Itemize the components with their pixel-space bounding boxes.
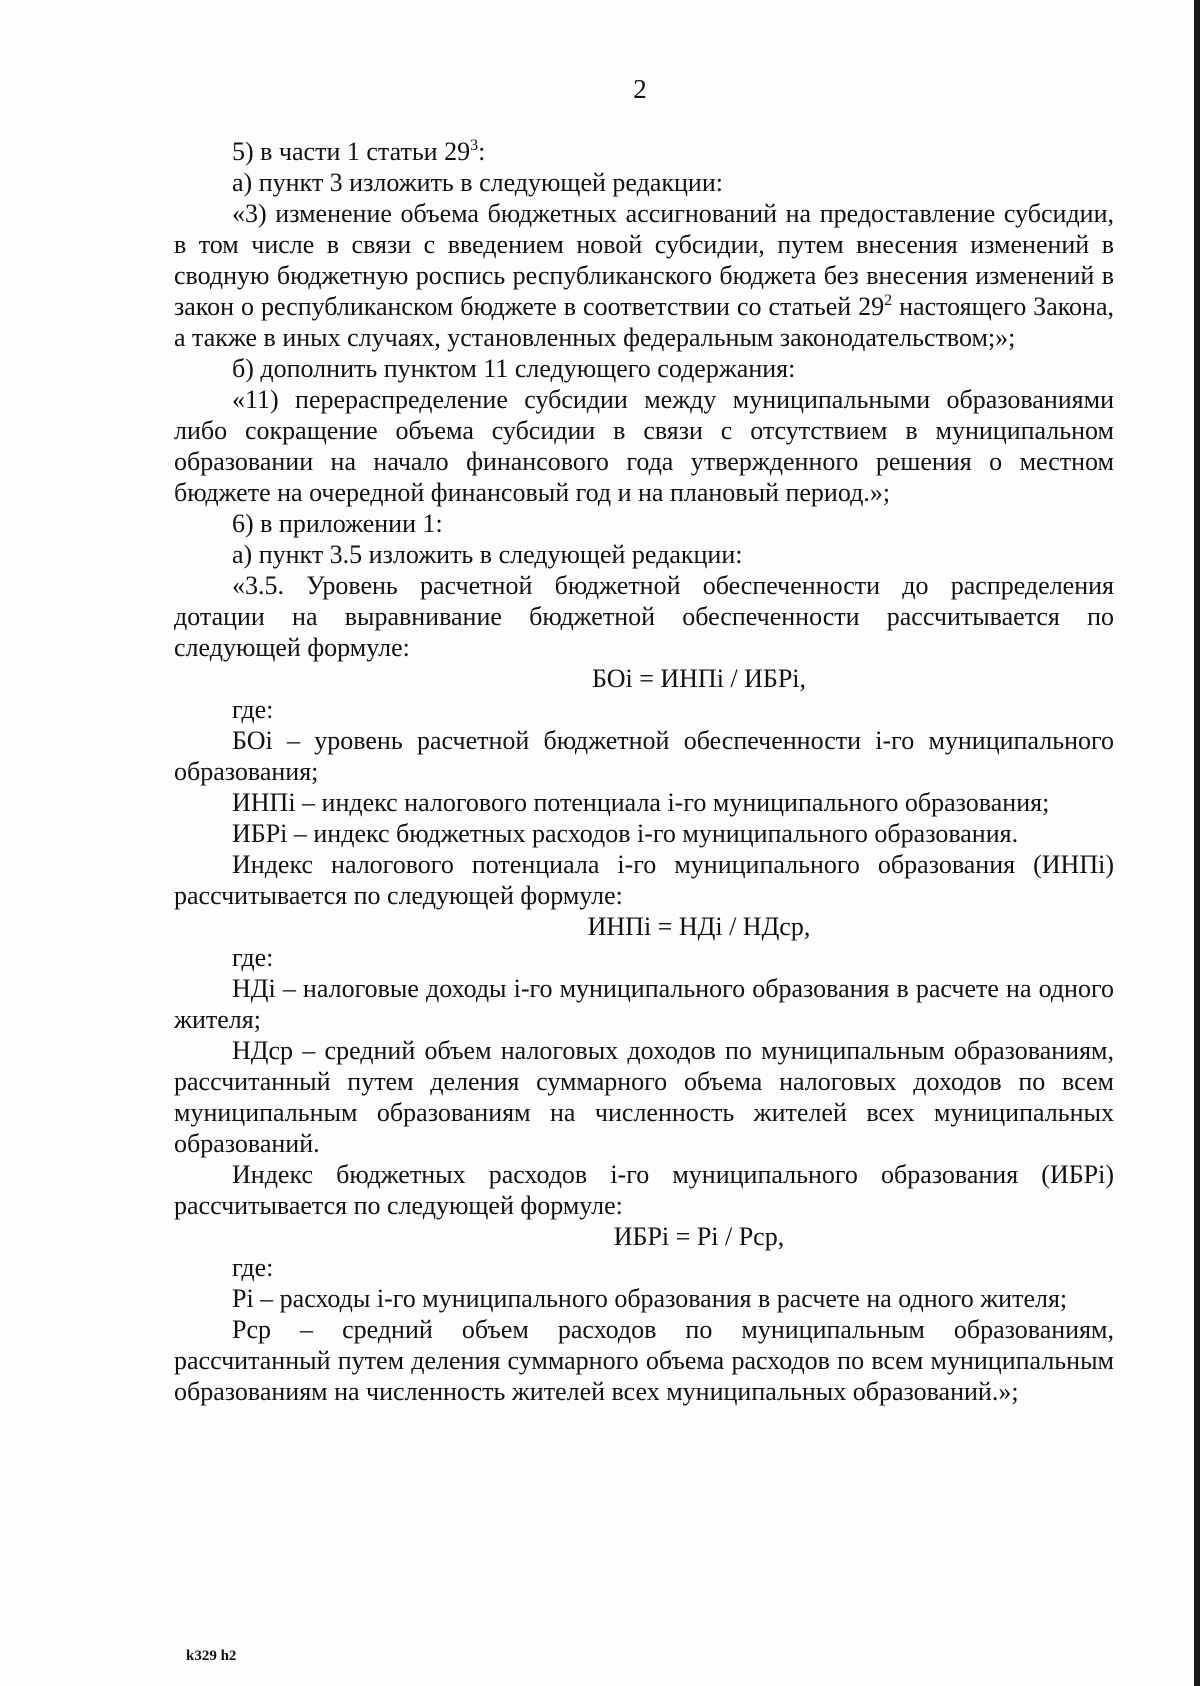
paragraph-3-5-text: «3.5. Уровень расчетной бюджетной обеспеченности до распределения дотации на выравнивание бюджетной обеспеченности рассчитывается по следующей формуле: bbox=[174, 571, 1114, 662]
page-number: 2 bbox=[633, 74, 647, 104]
paragraph-ibri-intro: Индекс бюджетных расходов i-го муниципального образования (ИБРi) рассчитывается по следующей формуле: bbox=[174, 1160, 1114, 1220]
paragraph-point-3: «3) изменение объема бюджетных ассигнований на предоставление субсидии, в том числе в связи с введением новой субсидии, путем внесения изменений в сводную бюджетную роспись республиканского бюджета без внесения изменений в закон о республиканском бюджете в соответствии со статьей $29^2$ настоящего Закона, а также в иных случаях, установленных федеральным законодательством;»; bbox=[174, 199, 1114, 352]
formula-ibri: ИБРi = Рi / Рср, bbox=[613, 1222, 785, 1251]
definition-inpi: ИНПi – индекс налогового потенциала i-го муниципального образования; bbox=[232, 788, 1050, 817]
paragraph-subitem-a-3-5: а) пункт 3.5 изложить в следующей редакции: bbox=[232, 540, 743, 569]
paragraph-point-11: «11) перераспределение субсидии между муниципальными образованиями либо сокращение объема субсидии в связи с отсутствием в муниципальном образовании на начало финансового года утвержденного решения о местном бюджете на очередной финансовый год и на плановый период.»; bbox=[174, 385, 1114, 507]
definition-ibri: ИБРi – индекс бюджетных расходов i-го муниципального образования. bbox=[232, 819, 1019, 848]
where-label: где: bbox=[232, 695, 274, 724]
footer-code: k329 h2 bbox=[186, 1648, 237, 1664]
superscript: 3 bbox=[470, 137, 479, 154]
paragraph-inpi-intro: Индекс налогового потенциала i-го муниципального образования (ИНПi) рассчитывается по следующей формуле: bbox=[174, 850, 1114, 910]
paragraph-item-5: 5) в части 1 статьи $29^3$: bbox=[232, 137, 486, 166]
definition-boi: БОi – уровень расчетной бюджетной обеспеченности i-го муниципального образования; bbox=[174, 726, 1114, 786]
paragraph-subitem-b: б) дополнить пунктом 11 следующего содержания: bbox=[232, 354, 796, 383]
where-label: где: bbox=[232, 943, 274, 972]
superscript: 2 bbox=[884, 292, 893, 309]
definition-ri: Рi – расходы i-го муниципального образования в расчете на одного жителя; bbox=[232, 1284, 1068, 1313]
document-body bbox=[174, 136, 1114, 1407]
formula-boi: БОi = ИНПi / ИБРi, bbox=[591, 664, 807, 693]
formula-inpi: ИНПi = НДi / НДср, bbox=[587, 912, 811, 941]
definition-rsr: Рср – средний объем расходов по муниципальным образованиям, рассчитанный путем деления суммарного объема расходов по всем муниципальным образованиям на численность жителей всех муниципальных образований.»; bbox=[174, 1315, 1114, 1406]
paragraph-item-6: 6) в приложении 1: bbox=[232, 509, 443, 538]
paragraph-subitem-a: а) пункт 3 изложить в следующей редакции: bbox=[232, 168, 723, 197]
scan-edge bbox=[1194, 0, 1200, 1686]
definition-ndi: НДi – налоговые доходы i-го муниципального образования в расчете на одного жителя; bbox=[174, 974, 1114, 1034]
where-label: где: bbox=[232, 1253, 274, 1282]
definition-ndsr: НДср – средний объем налоговых доходов по муниципальным образованиям, рассчитанный путем деления суммарного объема налоговых доходов по всем муниципальным образованиям на численность жителей всех муниципальных образований. bbox=[174, 1036, 1114, 1158]
